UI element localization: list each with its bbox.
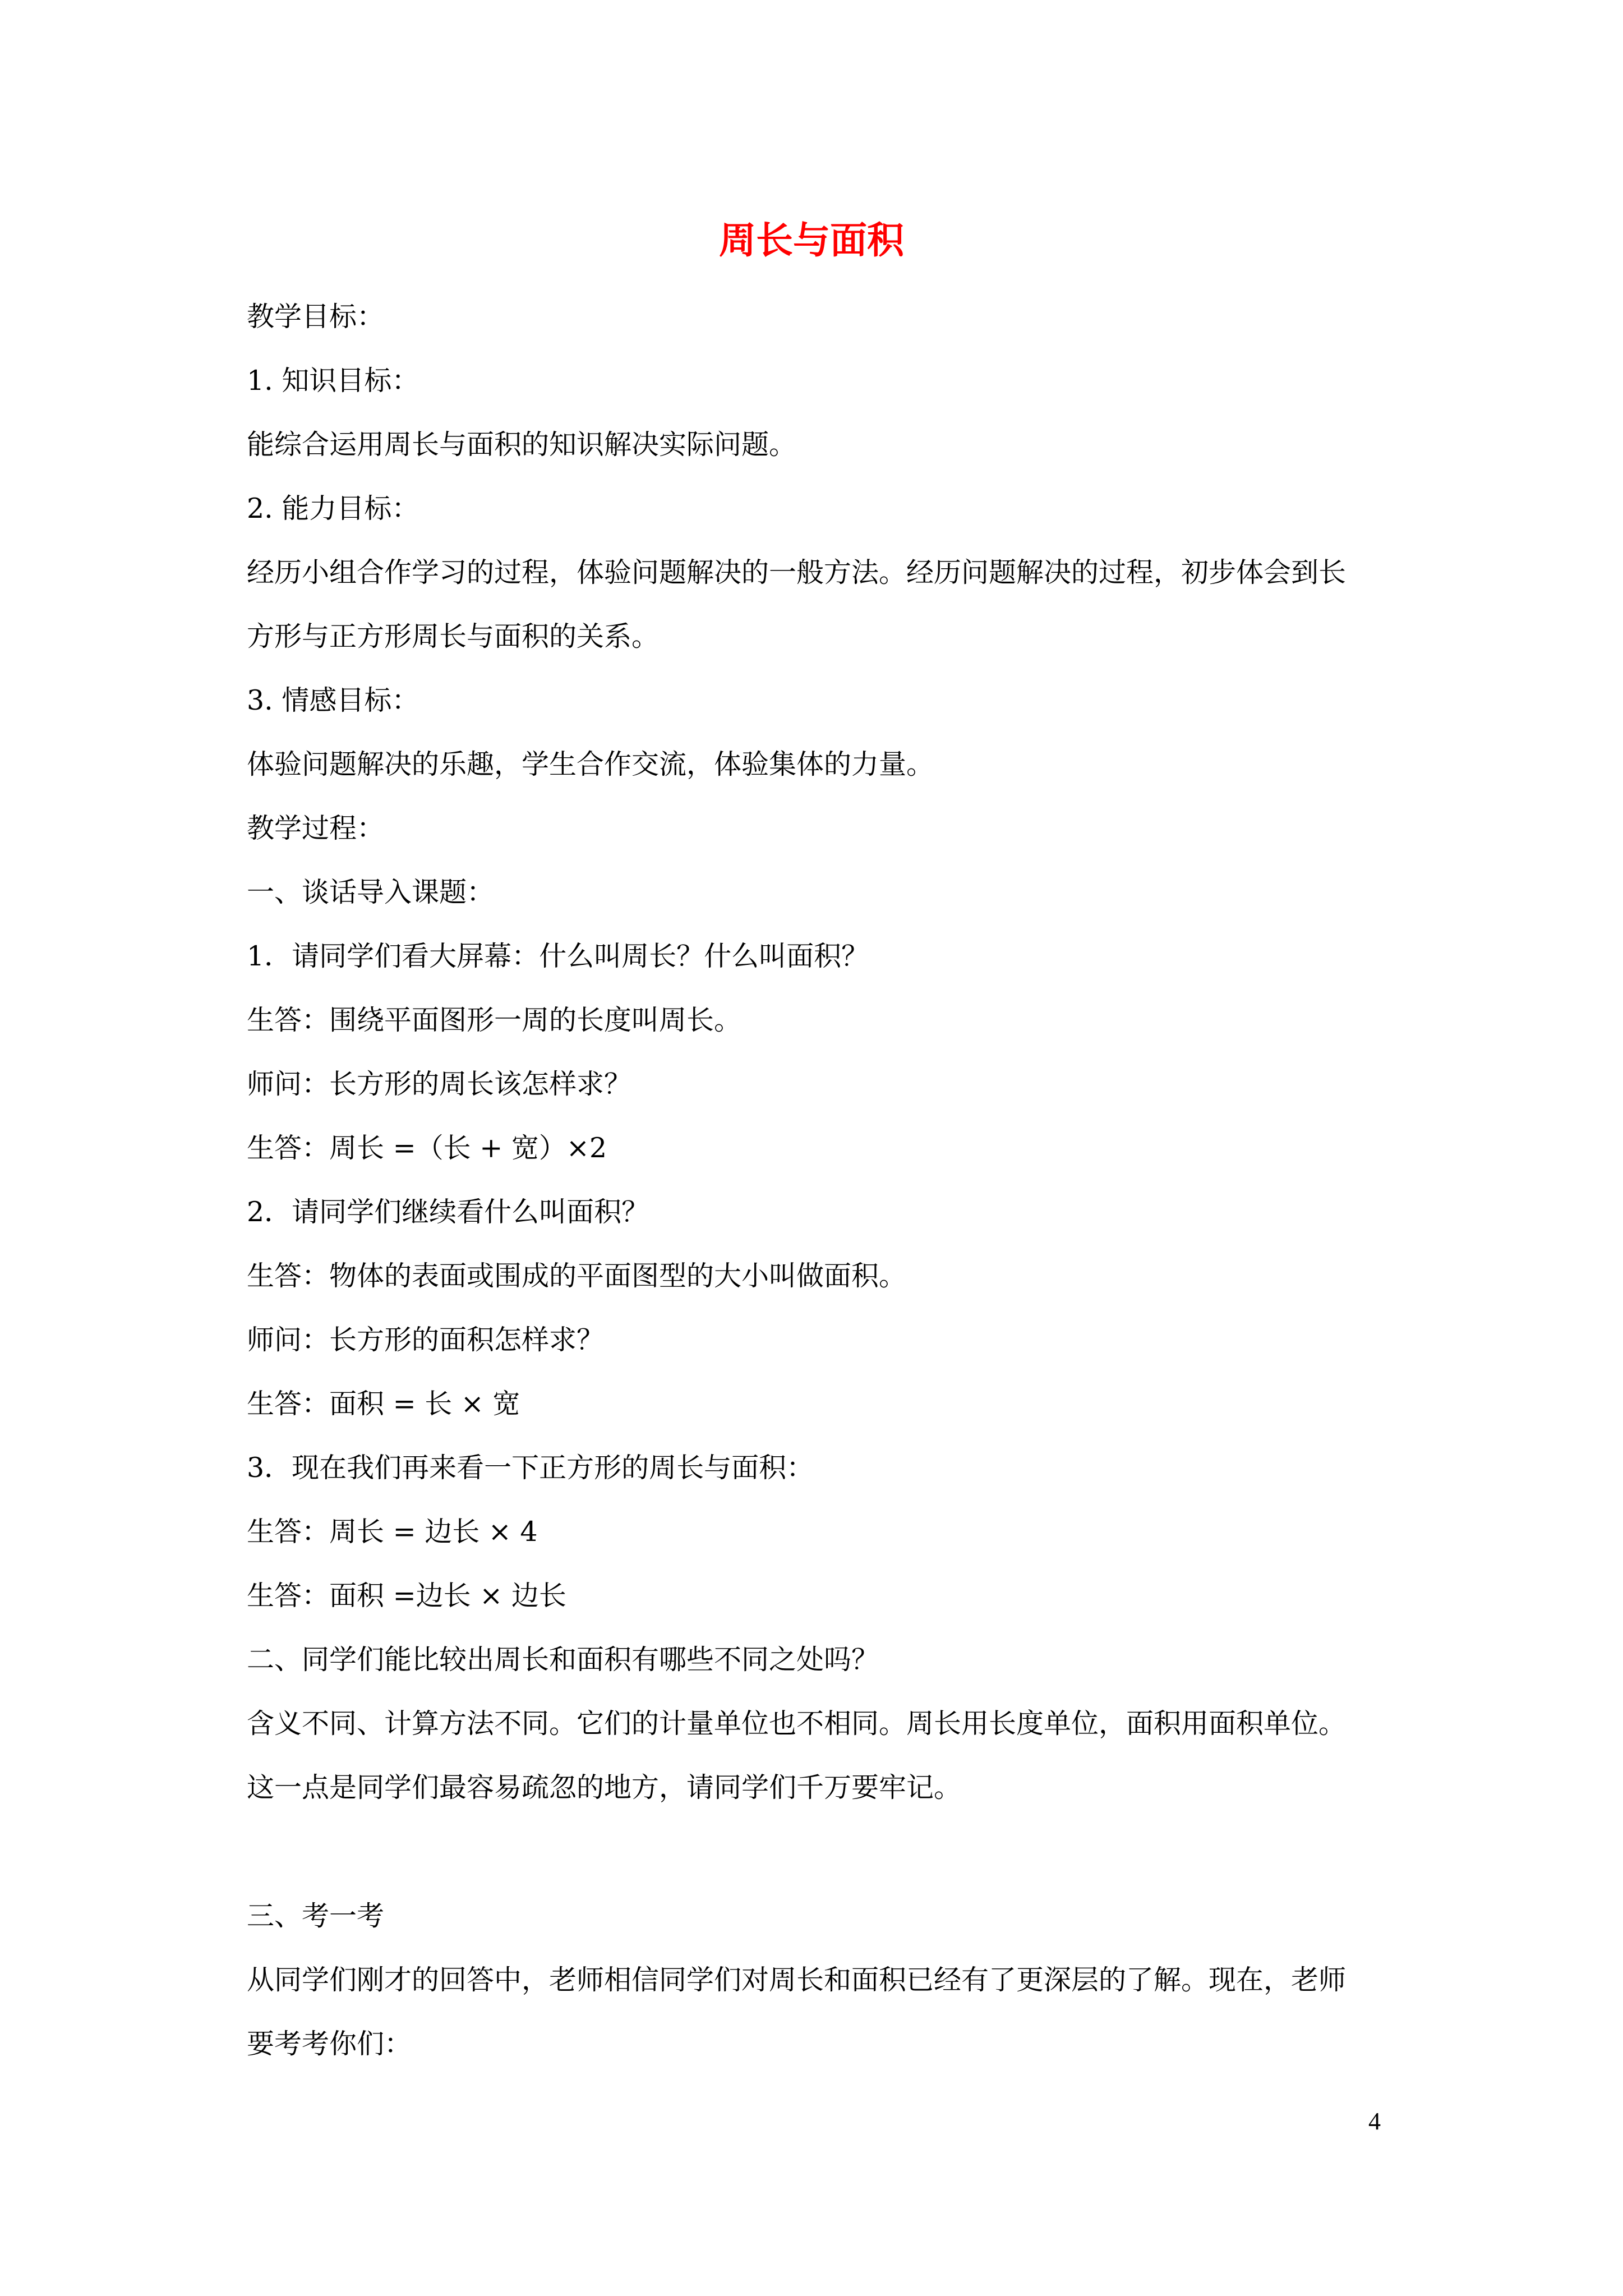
text-line: 1．请同学们看大屏幕：什么叫周长？什么叫面积？ <box>247 940 869 972</box>
text-line: 生答：面积 = 长 × 宽 <box>247 1388 520 1420</box>
text-line: 教学过程： <box>247 812 385 844</box>
text-line: 要考考你们： <box>247 2028 412 2060</box>
text-line: 生答：周长 =（长 + 宽）×2 <box>247 1132 607 1164</box>
text-line: 这一点是同学们最容易疏忽的地方，请同学们千万要牢记。 <box>247 1772 962 1803</box>
text-line: 2. 能力目标： <box>247 493 419 524</box>
page-title: 周长与面积 <box>719 218 904 262</box>
text-line: 3．现在我们再来看一下正方形的周长与面积： <box>247 1452 814 1484</box>
text-line: 师问：长方形的面积怎样求？ <box>247 1324 605 1356</box>
text-line: 三、考一考 <box>247 1900 385 1932</box>
page-number: 4 <box>1368 2108 1381 2135</box>
text-line: 3. 情感目标： <box>247 684 419 716</box>
text-line: 能综合运用周长与面积的知识解决实际问题。 <box>247 429 797 461</box>
text-line: 2．请同学们继续看什么叫面积？ <box>247 1196 649 1228</box>
text-line: 师问：长方形的周长该怎样求？ <box>247 1068 632 1100</box>
text-line: 经历小组合作学习的过程，体验问题解决的一般方法。经历问题解决的过程，初步体会到长 <box>247 556 1347 588</box>
text-line: 方形与正方形周长与面积的关系。 <box>247 620 660 652</box>
text-line: 从同学们刚才的回答中，老师相信同学们对周长和面积已经有了更深层的了解。现在，老师 <box>247 1964 1347 1996</box>
text-line: 生答：物体的表面或围成的平面图型的大小叫做面积。 <box>247 1260 907 1292</box>
text-line: 生答：周长 = 边长 × 4 <box>247 1516 538 1548</box>
text-line: 生答：面积 =边长 × 边长 <box>247 1580 566 1612</box>
text-line: 教学目标： <box>247 301 385 333</box>
text-line: 二、同学们能比较出周长和面积有哪些不同之处吗？ <box>247 1644 879 1676</box>
text-line: 生答：围绕平面图形一周的长度叫周长。 <box>247 1004 742 1036</box>
text-line: 含义不同、计算方法不同。它们的计量单位也不相同。周长用长度单位，面积用面积单位。 <box>247 1708 1347 1740</box>
text-line: 体验问题解决的乐趣，学生合作交流，体验集体的力量。 <box>247 748 934 780</box>
text-line: 一、谈话导入课题： <box>247 876 495 908</box>
text-line: 1. 知识目标： <box>247 365 419 397</box>
